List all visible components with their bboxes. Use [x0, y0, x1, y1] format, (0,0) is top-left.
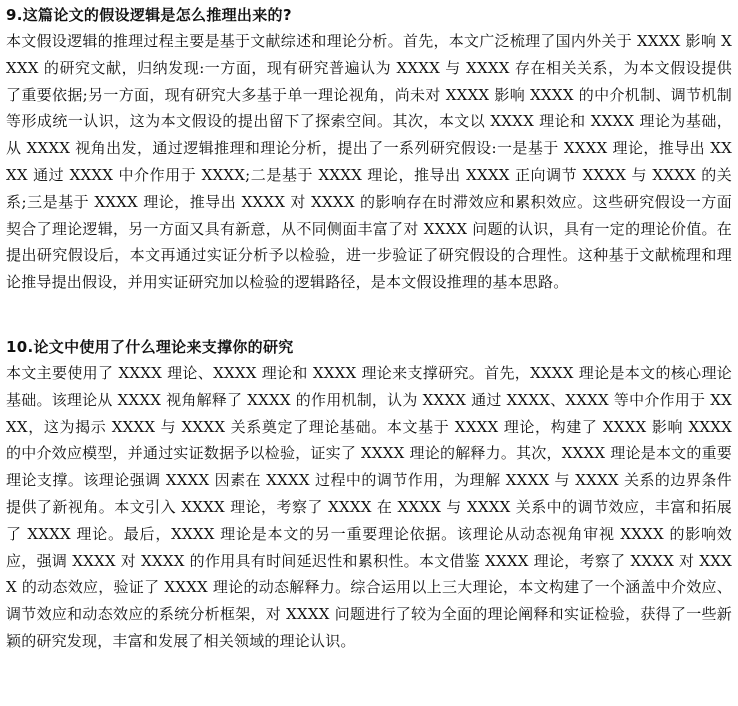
- question-10-heading: 10.论文中使用了什么理论来支撑你的研究: [6, 338, 294, 356]
- question-9-heading: 9.这篇论文的假设逻辑是怎么推理出来的?: [6, 6, 292, 24]
- question-9-answer: 本文假设逻辑的推理过程主要是基于文献综述和理论分析。首先，本文广泛梳理了国内外关于 XXXX 影响 XXXX 的研究文献，归纳发现:一方面，现有研究普遍认为 XXXX 与 XXXX 存在相关关系，为本文假设提供了重要依据;另一方面，现有研究大多基于单一理论视角，尚未对 XXXX 影响 XXXX 的中介机制、调节机制等形成统一认识，这为本文假设的提出留下了探索空间。其次，本文以 XXXX 理论和 XXXX 理论为基础，从 XXXX 视角出发，通过逻辑推理和理论分析，提出了一系列研究假设:一是基于 XXXX 理论，推导出 XXXX 通过 XXXX 中介作用于 XXXX;二是基于 XXXX 理论，推导出 XXXX 正向调节 XXXX 与 XXXX 的关系;三是基于 XXXX 理论，推导出 XXXX 对 XXXX 的影响存在时滞效应和累积效应。这些研究假设一方面契合了理论逻辑，另一方面又具有新意，从不同侧面丰富了对 XXXX 问题的认识，具有一定的理论价值。在提出研究假设后，本文再通过实证分析予以检验，进一步验证了研究假设的合理性。这种基于文献梳理和理论推导提出假设，并用实证研究加以检验的逻辑路径，是本文假设推理的基本思路。: [6, 32, 732, 292]
- question-9-section: [6, 2, 732, 332]
- question-10-answer: 本文主要使用了 XXXX 理论、XXXX 理论和 XXXX 理论来支撑研究。首先，XXXX 理论是本文的核心理论基础。该理论从 XXXX 视角解释了 XXXX 的作用机制，认为 XXXX 通过 XXXX、XXXX 等中介作用于 XXXX，这为揭示 XXXX 与 XXXX 关系奠定了理论基础。本文基于 XXXX 理论，构建了 XXXX 影响 XXXX 的中介效应模型，并通过实证数据予以检验，证实了 XXXX 理论的解释力。其次，XXXX 理论是本文的重要理论支撑。该理论强调 XXXX 因素在 XXXX 过程中的调节作用，为理解 XXXX 与 XXXX 关系的边界条件提供了新视角。本文引入 XXXX 理论，考察了 XXXX 在 XXXX 与 XXXX 关系中的调节效应，丰富和拓展了 XXXX 理论。最后，XXXX 理论是本文的另一重要理论依据。该理论从动态视角审视 XXXX 的影响效应，强调 XXXX 对 XXXX 的作用具有时间延迟性和累积性。本文借鉴 XXXX 理论，考察了 XXXX 对 XXXX 的动态效应，验证了 XXXX 理论的动态解释力。综合运用以上三大理论，本文构建了一个涵盖中介效应、调节效应和动态效应的系统分析框架，对 XXXX 问题进行了较为全面的理论阐释和实证检验，获得了一些新颖的研究发现，丰富和发展了相关领域的理论认识。: [6, 364, 732, 650]
- question-10-section: [6, 334, 732, 655]
- document-page: [6, 2, 732, 655]
